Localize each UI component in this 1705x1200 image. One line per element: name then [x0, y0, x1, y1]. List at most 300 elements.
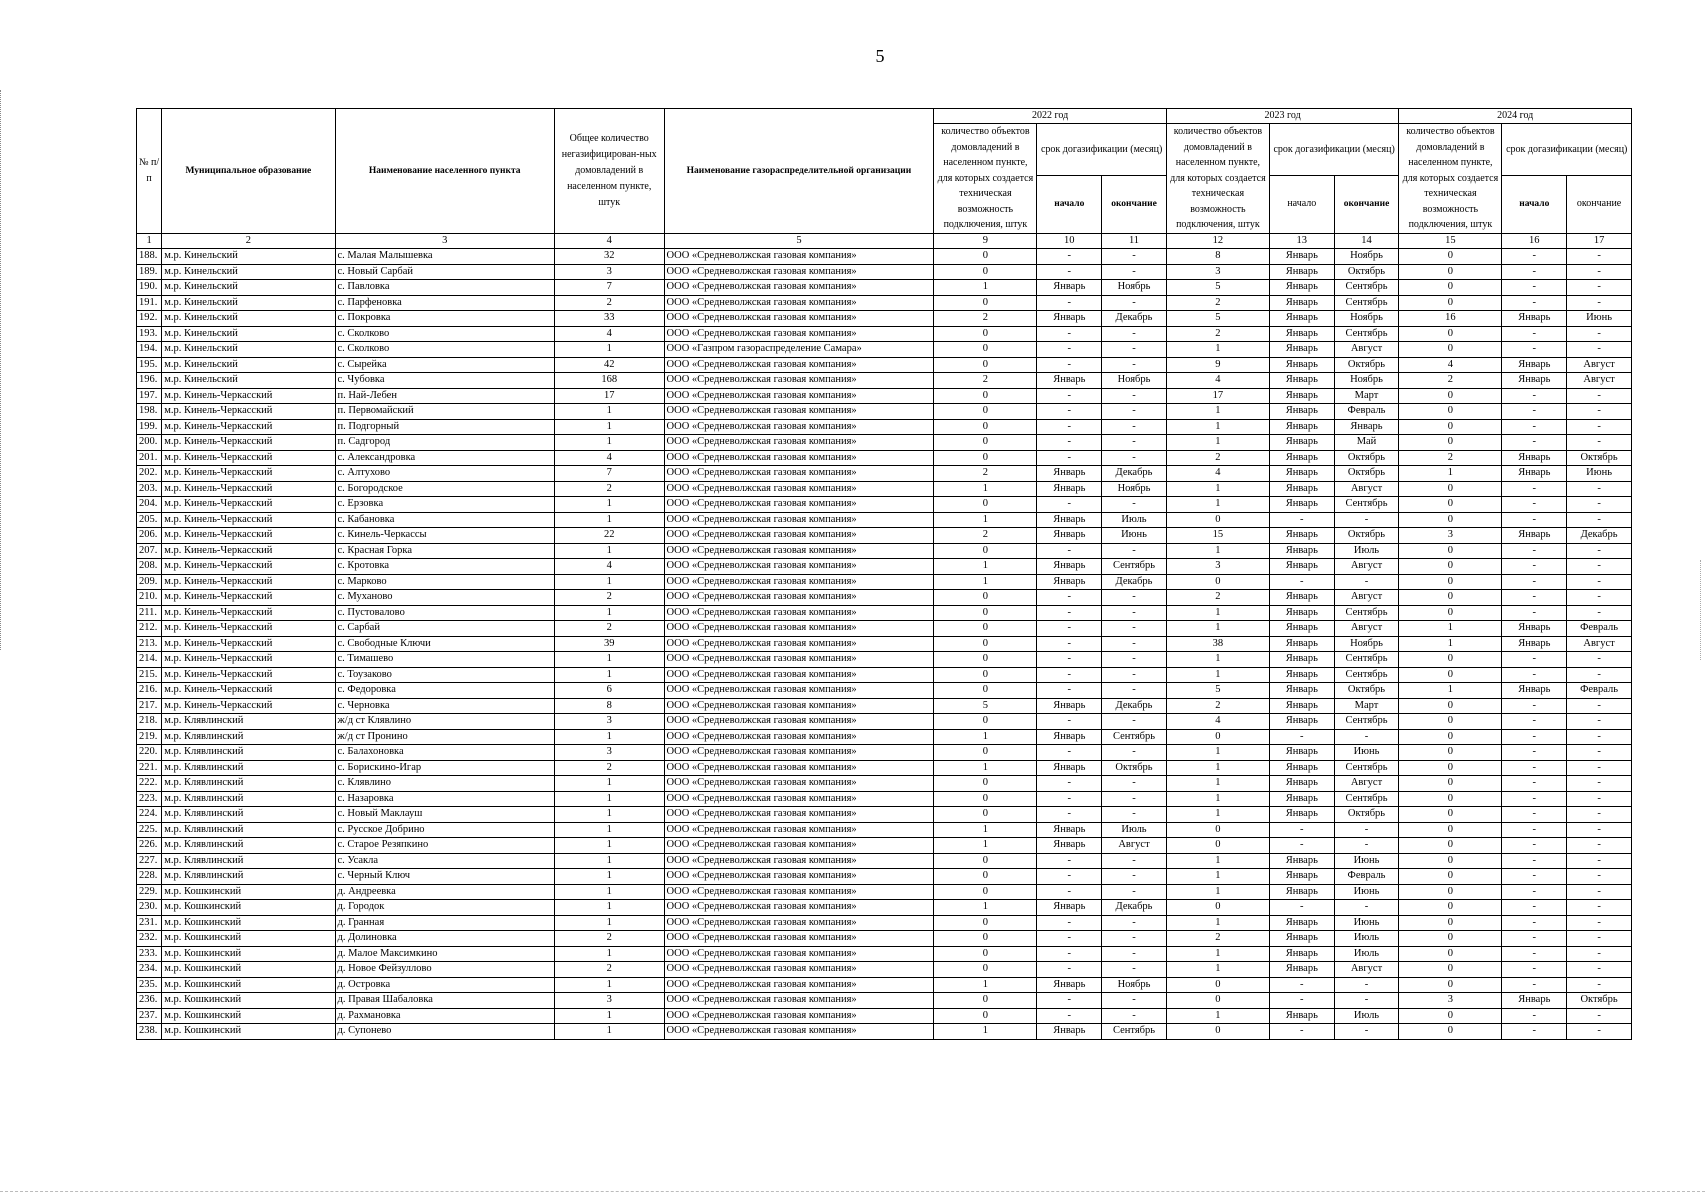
count-2022-cell: 2 [934, 311, 1037, 327]
start-2022-cell: - [1037, 869, 1102, 885]
start-2023-cell: Январь [1269, 404, 1334, 420]
header-total: Общее количество негазифицирован-ных домовладений в населенном пункте, штук [554, 109, 664, 234]
count-2023-cell: 2 [1166, 450, 1269, 466]
gasification-table [136, 108, 1632, 1040]
count-2023-cell: 1 [1166, 667, 1269, 683]
municipality-cell: м.р. Кинель-Черкасский [162, 543, 335, 559]
start-2023-cell: Январь [1269, 946, 1334, 962]
start-2022-cell: - [1037, 497, 1102, 513]
count-2022-cell: 0 [934, 807, 1037, 823]
organization-cell: ООО «Средневолжская газовая компания» [664, 729, 934, 745]
col-number: 16 [1502, 233, 1567, 249]
table-row [137, 915, 1632, 931]
count-2024-cell: 0 [1399, 404, 1502, 420]
row-number: 227. [137, 853, 162, 869]
table-row [137, 838, 1632, 854]
settlement-cell: с. Старое Резяпкино [335, 838, 554, 854]
organization-cell: ООО «Средневолжская газовая компания» [664, 745, 934, 761]
count-2024-cell: 0 [1399, 280, 1502, 296]
count-2023-cell: 1 [1166, 342, 1269, 358]
count-2023-cell: 1 [1166, 869, 1269, 885]
count-2022-cell: 1 [934, 760, 1037, 776]
header-year-2023: 2023 год [1166, 109, 1399, 124]
end-2022-cell: - [1102, 745, 1167, 761]
end-2023-cell: Сентябрь [1334, 760, 1399, 776]
row-number: 223. [137, 791, 162, 807]
end-2023-cell: Март [1334, 698, 1399, 714]
row-number: 233. [137, 946, 162, 962]
count-2022-cell: 0 [934, 450, 1037, 466]
total-cell: 1 [554, 977, 664, 993]
count-2023-cell: 38 [1166, 636, 1269, 652]
count-2024-cell: 0 [1399, 1024, 1502, 1040]
end-2024-cell: - [1567, 264, 1632, 280]
count-2024-cell: 0 [1399, 791, 1502, 807]
municipality-cell: м.р. Кошкинский [162, 900, 335, 916]
municipality-cell: м.р. Кинельский [162, 357, 335, 373]
municipality-cell: м.р. Клявлинский [162, 807, 335, 823]
end-2023-cell: Июнь [1334, 884, 1399, 900]
start-2023-cell: Январь [1269, 342, 1334, 358]
scan-edge-right [1694, 560, 1701, 660]
count-2022-cell: 1 [934, 481, 1037, 497]
count-2023-cell: 9 [1166, 357, 1269, 373]
start-2023-cell: Январь [1269, 543, 1334, 559]
start-2024-cell: - [1502, 419, 1567, 435]
start-2022-cell: Январь [1037, 822, 1102, 838]
count-2023-cell: 4 [1166, 466, 1269, 482]
end-2022-cell: - [1102, 450, 1167, 466]
count-2022-cell: 0 [934, 993, 1037, 1009]
total-cell: 1 [554, 946, 664, 962]
count-2024-cell: 0 [1399, 249, 1502, 265]
count-2024-cell: 0 [1399, 714, 1502, 730]
end-2024-cell: Август [1567, 357, 1632, 373]
start-2022-cell: - [1037, 962, 1102, 978]
start-2023-cell: - [1269, 900, 1334, 916]
end-2022-cell: Сентябрь [1102, 729, 1167, 745]
col-number: 13 [1269, 233, 1334, 249]
end-2023-cell: Март [1334, 388, 1399, 404]
count-2024-cell: 0 [1399, 435, 1502, 451]
count-2022-cell: 0 [934, 404, 1037, 420]
municipality-cell: м.р. Кинель-Черкасский [162, 466, 335, 482]
start-2022-cell: - [1037, 404, 1102, 420]
row-number: 228. [137, 869, 162, 885]
organization-cell: ООО «Средневолжская газовая компания» [664, 822, 934, 838]
row-number: 221. [137, 760, 162, 776]
settlement-cell: д. Рахмановка [335, 1008, 554, 1024]
municipality-cell: м.р. Клявлинский [162, 714, 335, 730]
end-2023-cell: Июль [1334, 1008, 1399, 1024]
row-number: 203. [137, 481, 162, 497]
header-count-2022: количество объектов домовладений в населенном пункте, для которых создается техническая возможность подключения, штук [934, 124, 1037, 234]
end-2024-cell: - [1567, 884, 1632, 900]
header-term-2022: срок догазификации (месяц) [1037, 124, 1166, 176]
start-2022-cell: - [1037, 357, 1102, 373]
start-2023-cell: - [1269, 838, 1334, 854]
end-2024-cell: - [1567, 946, 1632, 962]
count-2023-cell: 15 [1166, 528, 1269, 544]
end-2023-cell: - [1334, 574, 1399, 590]
start-2024-cell: - [1502, 497, 1567, 513]
count-2023-cell: 1 [1166, 404, 1269, 420]
organization-cell: ООО «Средневолжская газовая компания» [664, 435, 934, 451]
start-2023-cell: Январь [1269, 590, 1334, 606]
count-2024-cell: 0 [1399, 543, 1502, 559]
count-2024-cell: 16 [1399, 311, 1502, 327]
start-2023-cell: Январь [1269, 388, 1334, 404]
end-2023-cell: Июль [1334, 543, 1399, 559]
organization-cell: ООО «Средневолжская газовая компания» [664, 388, 934, 404]
end-2024-cell: - [1567, 388, 1632, 404]
start-2024-cell: - [1502, 931, 1567, 947]
start-2023-cell: Январь [1269, 450, 1334, 466]
settlement-cell: с. Чубовка [335, 373, 554, 389]
row-number: 212. [137, 621, 162, 637]
count-2022-cell: 1 [934, 280, 1037, 296]
row-number: 204. [137, 497, 162, 513]
organization-cell: ООО «Средневолжская газовая компания» [664, 853, 934, 869]
row-number: 238. [137, 1024, 162, 1040]
row-number: 211. [137, 605, 162, 621]
count-2022-cell: 1 [934, 838, 1037, 854]
start-2024-cell: - [1502, 404, 1567, 420]
settlement-cell: с. Покровка [335, 311, 554, 327]
end-2024-cell: - [1567, 915, 1632, 931]
end-2024-cell: - [1567, 745, 1632, 761]
municipality-cell: м.р. Клявлинский [162, 745, 335, 761]
organization-cell: ООО «Средневолжская газовая компания» [664, 528, 934, 544]
table-row [137, 481, 1632, 497]
count-2024-cell: 0 [1399, 481, 1502, 497]
organization-cell: ООО «Средневолжская газовая компания» [664, 636, 934, 652]
total-cell: 1 [554, 915, 664, 931]
settlement-cell: с. Малая Малышевка [335, 249, 554, 265]
count-2023-cell: 0 [1166, 512, 1269, 528]
count-2024-cell: 0 [1399, 652, 1502, 668]
count-2024-cell: 0 [1399, 1008, 1502, 1024]
settlement-cell: с. Кротовка [335, 559, 554, 575]
table-row [137, 714, 1632, 730]
end-2024-cell: - [1567, 667, 1632, 683]
end-2024-cell: Июнь [1567, 311, 1632, 327]
col-number: 12 [1166, 233, 1269, 249]
row-number: 198. [137, 404, 162, 420]
municipality-cell: м.р. Кинельский [162, 295, 335, 311]
count-2023-cell: 2 [1166, 698, 1269, 714]
count-2023-cell: 1 [1166, 419, 1269, 435]
count-2023-cell: 1 [1166, 605, 1269, 621]
start-2023-cell: Январь [1269, 776, 1334, 792]
count-2023-cell: 1 [1166, 481, 1269, 497]
municipality-cell: м.р. Клявлинский [162, 791, 335, 807]
end-2023-cell: Август [1334, 962, 1399, 978]
row-number: 195. [137, 357, 162, 373]
col-number: 9 [934, 233, 1037, 249]
start-2023-cell: Январь [1269, 435, 1334, 451]
organization-cell: ООО «Средневолжская газовая компания» [664, 419, 934, 435]
end-2023-cell: Сентябрь [1334, 791, 1399, 807]
start-2023-cell: Январь [1269, 962, 1334, 978]
count-2024-cell: 0 [1399, 667, 1502, 683]
row-number: 209. [137, 574, 162, 590]
end-2023-cell: - [1334, 838, 1399, 854]
count-2022-cell: 0 [934, 590, 1037, 606]
table-row [137, 466, 1632, 482]
start-2023-cell: Январь [1269, 884, 1334, 900]
end-2024-cell: - [1567, 605, 1632, 621]
count-2023-cell: 1 [1166, 853, 1269, 869]
organization-cell: ООО «Средневолжская газовая компания» [664, 683, 934, 699]
table-row [137, 1024, 1632, 1040]
end-2023-cell: - [1334, 729, 1399, 745]
count-2022-cell: 1 [934, 822, 1037, 838]
end-2023-cell: Октябрь [1334, 264, 1399, 280]
start-2022-cell: - [1037, 605, 1102, 621]
organization-cell: ООО «Средневолжская газовая компания» [664, 977, 934, 993]
table-row [137, 249, 1632, 265]
start-2023-cell: Январь [1269, 311, 1334, 327]
settlement-cell: с. Парфеновка [335, 295, 554, 311]
settlement-cell: с. Русское Добрино [335, 822, 554, 838]
row-number: 207. [137, 543, 162, 559]
table-row [137, 574, 1632, 590]
count-2022-cell: 0 [934, 435, 1037, 451]
header-municipality: Муниципальное образование [162, 109, 335, 234]
organization-cell: ООО «Средневолжская газовая компания» [664, 404, 934, 420]
count-2024-cell: 1 [1399, 621, 1502, 637]
total-cell: 1 [554, 404, 664, 420]
start-2023-cell: Январь [1269, 869, 1334, 885]
end-2024-cell: - [1567, 249, 1632, 265]
count-2023-cell: 17 [1166, 388, 1269, 404]
start-2022-cell: - [1037, 946, 1102, 962]
end-2024-cell: - [1567, 1008, 1632, 1024]
table-row [137, 884, 1632, 900]
start-2023-cell: Январь [1269, 559, 1334, 575]
table-row [137, 698, 1632, 714]
end-2024-cell: Февраль [1567, 621, 1632, 637]
organization-cell: ООО «Средневолжская газовая компания» [664, 621, 934, 637]
settlement-cell: с. Федоровка [335, 683, 554, 699]
end-2023-cell: Август [1334, 776, 1399, 792]
municipality-cell: м.р. Кинель-Черкасский [162, 512, 335, 528]
count-2024-cell: 0 [1399, 590, 1502, 606]
organization-cell: ООО «Средневолжская газовая компания» [664, 993, 934, 1009]
count-2022-cell: 1 [934, 977, 1037, 993]
end-2023-cell: - [1334, 822, 1399, 838]
end-2023-cell: - [1334, 977, 1399, 993]
table-row [137, 807, 1632, 823]
start-2024-cell: - [1502, 1024, 1567, 1040]
row-number: 213. [137, 636, 162, 652]
start-2023-cell: Январь [1269, 915, 1334, 931]
count-2022-cell: 0 [934, 388, 1037, 404]
count-2022-cell: 0 [934, 853, 1037, 869]
municipality-cell: м.р. Кинель-Черкасский [162, 667, 335, 683]
end-2023-cell: Ноябрь [1334, 249, 1399, 265]
organization-cell: ООО «Средневолжская газовая компания» [664, 652, 934, 668]
end-2023-cell: Сентябрь [1334, 714, 1399, 730]
row-number: 232. [137, 931, 162, 947]
municipality-cell: м.р. Клявлинский [162, 822, 335, 838]
end-2022-cell: - [1102, 419, 1167, 435]
row-number: 196. [137, 373, 162, 389]
municipality-cell: м.р. Клявлинский [162, 869, 335, 885]
start-2024-cell: - [1502, 388, 1567, 404]
municipality-cell: м.р. Кинель-Черкасский [162, 636, 335, 652]
end-2024-cell: - [1567, 590, 1632, 606]
row-number: 237. [137, 1008, 162, 1024]
organization-cell: ООО «Средневолжская газовая компания» [664, 264, 934, 280]
total-cell: 6 [554, 683, 664, 699]
count-2022-cell: 2 [934, 466, 1037, 482]
start-2022-cell: - [1037, 807, 1102, 823]
table-row [137, 822, 1632, 838]
start-2023-cell: Январь [1269, 667, 1334, 683]
count-2022-cell: 1 [934, 512, 1037, 528]
count-2024-cell: 0 [1399, 512, 1502, 528]
organization-cell: ООО «Средневолжская газовая компания» [664, 884, 934, 900]
end-2022-cell: - [1102, 807, 1167, 823]
start-2024-cell: - [1502, 807, 1567, 823]
end-2024-cell: - [1567, 931, 1632, 947]
end-2022-cell: - [1102, 993, 1167, 1009]
end-2024-cell: - [1567, 698, 1632, 714]
count-2023-cell: 0 [1166, 900, 1269, 916]
count-2023-cell: 1 [1166, 791, 1269, 807]
end-2022-cell: Октябрь [1102, 760, 1167, 776]
start-2023-cell: Январь [1269, 636, 1334, 652]
count-2022-cell: 0 [934, 869, 1037, 885]
count-2024-cell: 1 [1399, 466, 1502, 482]
total-cell: 2 [554, 760, 664, 776]
count-2024-cell: 0 [1399, 884, 1502, 900]
start-2023-cell: - [1269, 822, 1334, 838]
total-cell: 1 [554, 497, 664, 513]
count-2024-cell: 0 [1399, 760, 1502, 776]
end-2024-cell: - [1567, 791, 1632, 807]
table-row [137, 264, 1632, 280]
table-row [137, 295, 1632, 311]
start-2024-cell: - [1502, 590, 1567, 606]
start-2024-cell: Январь [1502, 311, 1567, 327]
end-2023-cell: Август [1334, 621, 1399, 637]
row-number: 199. [137, 419, 162, 435]
end-2022-cell: Декабрь [1102, 900, 1167, 916]
total-cell: 1 [554, 435, 664, 451]
count-2022-cell: 0 [934, 605, 1037, 621]
count-2024-cell: 0 [1399, 776, 1502, 792]
municipality-cell: м.р. Кошкинский [162, 931, 335, 947]
municipality-cell: м.р. Кинельский [162, 342, 335, 358]
start-2023-cell: Январь [1269, 466, 1334, 482]
organization-cell: ООО «Средневолжская газовая компания» [664, 791, 934, 807]
table-row [137, 435, 1632, 451]
organization-cell: ООО «Средневолжская газовая компания» [664, 450, 934, 466]
municipality-cell: м.р. Кинельский [162, 373, 335, 389]
count-2024-cell: 0 [1399, 931, 1502, 947]
start-2022-cell: Январь [1037, 729, 1102, 745]
start-2024-cell: - [1502, 342, 1567, 358]
total-cell: 2 [554, 590, 664, 606]
settlement-cell: д. Андреевка [335, 884, 554, 900]
total-cell: 1 [554, 900, 664, 916]
table-row [137, 946, 1632, 962]
count-2022-cell: 0 [934, 884, 1037, 900]
header-end-2023: окончание [1334, 176, 1399, 233]
total-cell: 1 [554, 667, 664, 683]
start-2024-cell: - [1502, 605, 1567, 621]
settlement-cell: с. Борискино-Игар [335, 760, 554, 776]
count-2022-cell: 2 [934, 528, 1037, 544]
start-2022-cell: - [1037, 342, 1102, 358]
col-number: 3 [335, 233, 554, 249]
settlement-cell: д. Малое Максимкино [335, 946, 554, 962]
end-2024-cell: - [1567, 342, 1632, 358]
organization-cell: ООО «Средневолжская газовая компания» [664, 776, 934, 792]
row-number: 220. [137, 745, 162, 761]
municipality-cell: м.р. Кинель-Черкасский [162, 698, 335, 714]
end-2023-cell: Октябрь [1334, 450, 1399, 466]
table-row [137, 776, 1632, 792]
settlement-cell: д. Супонево [335, 1024, 554, 1040]
organization-cell: ООО «Средневолжская газовая компания» [664, 512, 934, 528]
end-2023-cell: Октябрь [1334, 466, 1399, 482]
end-2023-cell: Октябрь [1334, 807, 1399, 823]
start-2023-cell: Январь [1269, 698, 1334, 714]
end-2024-cell: - [1567, 574, 1632, 590]
table-row [137, 667, 1632, 683]
count-2023-cell: 5 [1166, 683, 1269, 699]
end-2023-cell: Январь [1334, 419, 1399, 435]
header-start-2023: начало [1269, 176, 1334, 233]
start-2024-cell: - [1502, 869, 1567, 885]
settlement-cell: д. Городок [335, 900, 554, 916]
end-2022-cell: Август [1102, 838, 1167, 854]
row-number: 205. [137, 512, 162, 528]
start-2023-cell: Январь [1269, 791, 1334, 807]
start-2024-cell: Январь [1502, 466, 1567, 482]
start-2023-cell: - [1269, 1024, 1334, 1040]
end-2022-cell: - [1102, 590, 1167, 606]
organization-cell: ООО «Средневолжская газовая компания» [664, 311, 934, 327]
municipality-cell: м.р. Кошкинский [162, 1008, 335, 1024]
settlement-cell: с. Балахоновка [335, 745, 554, 761]
end-2023-cell: Сентябрь [1334, 605, 1399, 621]
count-2023-cell: 4 [1166, 714, 1269, 730]
municipality-cell: м.р. Кинельский [162, 280, 335, 296]
total-cell: 7 [554, 466, 664, 482]
col-number: 4 [554, 233, 664, 249]
header-settlement: Наименование населенного пункта [335, 109, 554, 234]
count-2024-cell: 0 [1399, 729, 1502, 745]
settlement-cell: п. Подгорный [335, 419, 554, 435]
table-row [137, 962, 1632, 978]
municipality-cell: м.р. Клявлинский [162, 760, 335, 776]
start-2022-cell: Январь [1037, 280, 1102, 296]
row-number: 217. [137, 698, 162, 714]
start-2022-cell: - [1037, 667, 1102, 683]
municipality-cell: м.р. Кинельский [162, 326, 335, 342]
table-row [137, 791, 1632, 807]
municipality-cell: м.р. Кинель-Черкасский [162, 605, 335, 621]
count-2023-cell: 0 [1166, 822, 1269, 838]
end-2023-cell: - [1334, 1024, 1399, 1040]
organization-cell: ООО «Средневолжская газовая компания» [664, 249, 934, 265]
end-2024-cell: Август [1567, 636, 1632, 652]
